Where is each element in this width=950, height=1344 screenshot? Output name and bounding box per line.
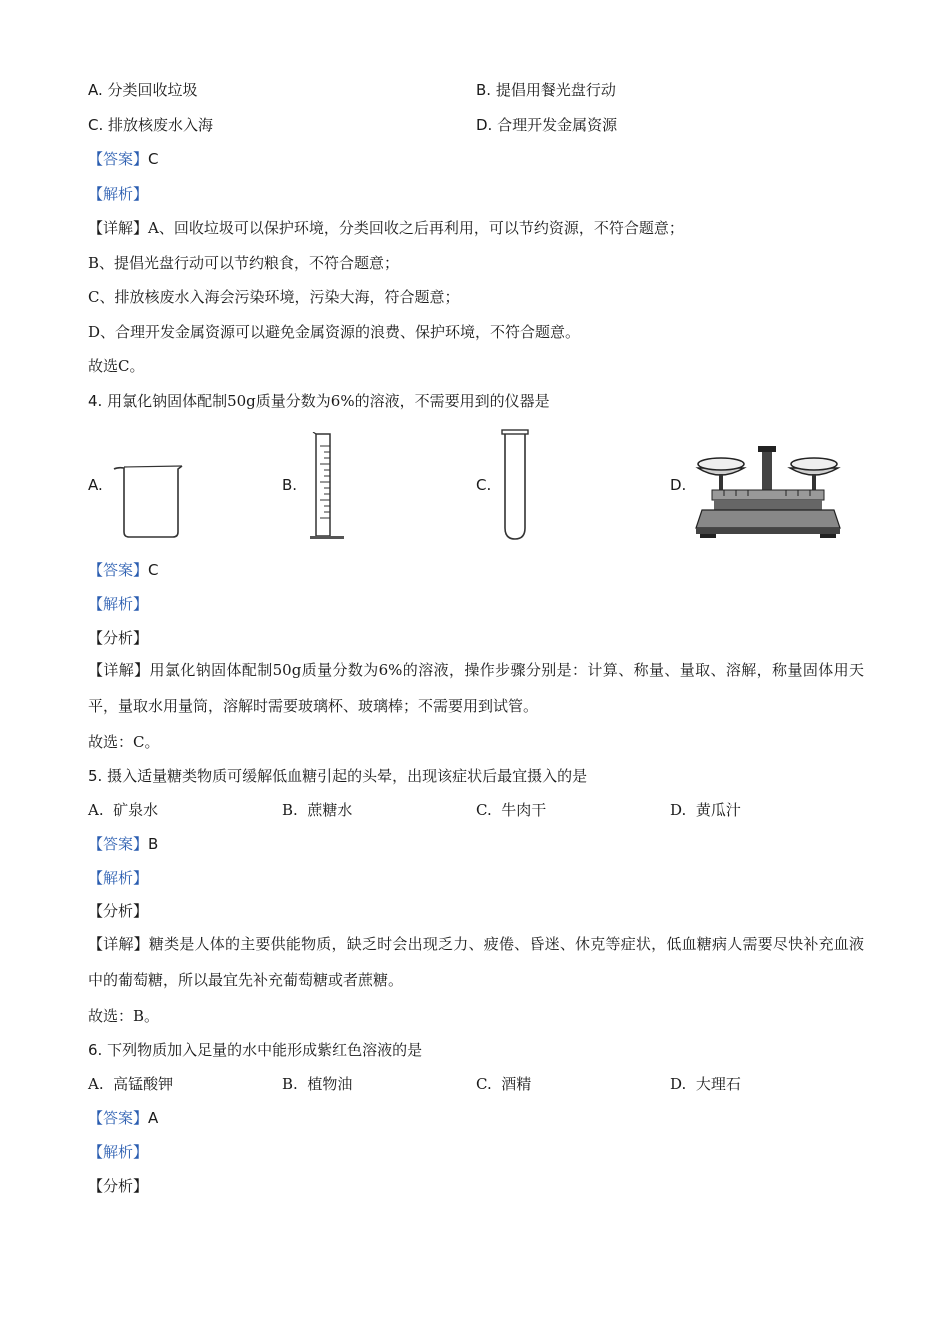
balance-scale-icon	[694, 442, 842, 538]
q3-detail-line-4: D、合理开发金属资源可以避免金属资源的浪费、保护环境，不符合题意。	[88, 323, 581, 341]
q6-option-a	[88, 1074, 173, 1094]
option-letter: C.	[476, 1075, 492, 1093]
option-text: 矿泉水	[113, 801, 159, 819]
option-text: 高锰酸钾	[113, 1075, 174, 1093]
q3-analysis-tag: 【解析】	[88, 185, 149, 203]
q4-option-c-label: C.	[476, 476, 492, 494]
option-text: 蔗糖水	[307, 801, 353, 819]
q6-stem	[88, 1040, 422, 1060]
option-text: 提倡用餐光盘行动	[495, 81, 616, 99]
detail-tag: 【详解】	[88, 935, 149, 953]
q5-stem	[88, 766, 587, 786]
detail-text: 糖类是人体的主要供能物质，缺乏时会出现乏力、疲倦、昏迷、休克等症状，低血糖病人需要尽快补充血液中的葡萄糖，所以最宜先补充葡萄糖或者蔗糖。	[88, 935, 864, 989]
q4-conclusion: 故选：C。	[88, 733, 160, 751]
q6-option-b	[282, 1074, 352, 1094]
q4-analysis-tag: 【解析】	[88, 595, 149, 613]
answer-value: B	[148, 835, 159, 853]
option-text: 大理石	[695, 1075, 741, 1093]
q6-option-d	[670, 1074, 741, 1094]
q3-detail-line-1	[88, 218, 684, 238]
answer-tag: 【答案】	[88, 835, 149, 853]
option-text: 分类回收垃圾	[107, 81, 198, 99]
q6-option-c	[476, 1074, 531, 1094]
answer-tag: 【答案】	[88, 561, 149, 579]
q4-option-d-label: D.	[670, 476, 687, 494]
q6-analyze-tag: 【分析】	[88, 1177, 149, 1195]
q5-option-d	[670, 800, 741, 820]
option-letter: C.	[88, 116, 104, 134]
detail-text: A、回收垃圾可以保护环境，分类回收之后再利用，可以节约资源，不符合题意；	[148, 219, 684, 237]
q3-conclusion: 故选C。	[88, 357, 145, 375]
test-tube-icon	[500, 428, 530, 542]
detail-tag: 【详解】	[88, 219, 149, 237]
option-letter: A.	[88, 81, 103, 99]
beaker-icon	[110, 462, 186, 540]
graduated-cylinder-icon	[306, 432, 350, 540]
answer-value: A	[148, 1109, 159, 1127]
option-letter: D.	[670, 801, 687, 819]
q5-option-b	[282, 800, 352, 820]
option-letter: B.	[476, 81, 492, 99]
q4-answer	[88, 560, 159, 580]
option-letter: B.	[282, 1075, 298, 1093]
q3-option-a	[88, 80, 198, 100]
detail-text: 用氯化钠固体配制50g质量分数为6%的溶液，操作步骤分别是：计算、称量、量取、溶解，称量固体用天平，量取水用量筒，溶解时需要玻璃杯、玻璃棒；不需要用到试管。	[88, 661, 864, 715]
q4-option-b-label: B.	[282, 476, 298, 494]
answer-value: C	[148, 561, 159, 579]
q3-option-d	[476, 115, 617, 135]
option-text: 合理开发金属资源	[497, 116, 618, 134]
option-letter: A.	[88, 1075, 104, 1093]
q3-detail-line-2: B、提倡光盘行动可以节约粮食，不符合题意；	[88, 254, 400, 272]
q5-option-c	[476, 800, 546, 820]
option-text: 植物油	[307, 1075, 353, 1093]
option-letter: D.	[476, 116, 493, 134]
q3-option-c	[88, 115, 213, 135]
q5-analysis-tag: 【解析】	[88, 869, 149, 887]
q4-stem	[88, 391, 550, 411]
q4-option-a-label: A.	[88, 476, 103, 494]
option-text: 酒精	[501, 1075, 532, 1093]
option-letter: B.	[282, 801, 298, 819]
q3-option-b	[476, 80, 616, 100]
q6-answer	[88, 1108, 158, 1128]
q5-detail	[88, 926, 864, 998]
q6-analysis-tag: 【解析】	[88, 1143, 149, 1161]
option-letter: D.	[670, 1075, 687, 1093]
q5-analyze-tag: 【分析】	[88, 902, 149, 920]
option-text: 排放核废水入海	[108, 116, 214, 134]
q3-answer	[88, 149, 159, 169]
option-text: 黄瓜汁	[695, 801, 741, 819]
question-text: 用氯化钠固体配制50g质量分数为6%的溶液，不需要用到的仪器是	[107, 392, 550, 410]
q4-detail	[88, 652, 864, 724]
q5-option-a	[88, 800, 158, 820]
question-number: 6.	[88, 1041, 103, 1059]
answer-value: C	[148, 150, 159, 168]
option-text: 牛肉干	[501, 801, 547, 819]
question-text: 摄入适量糖类物质可缓解低血糖引起的头晕，出现该症状后最宜摄入的是	[107, 767, 588, 785]
answer-tag: 【答案】	[88, 1109, 149, 1127]
question-number: 4.	[88, 392, 103, 410]
q5-answer	[88, 834, 158, 854]
q3-detail-line-3: C、排放核废水入海会污染环境，污染大海，符合题意；	[88, 288, 460, 306]
question-text: 下列物质加入足量的水中能形成紫红色溶液的是	[107, 1041, 423, 1059]
q5-conclusion: 故选：B。	[88, 1007, 160, 1025]
option-letter: C.	[476, 801, 492, 819]
question-number: 5.	[88, 767, 103, 785]
option-letter: A.	[88, 801, 104, 819]
detail-tag: 【详解】	[88, 661, 150, 679]
answer-tag: 【答案】	[88, 150, 149, 168]
q4-analyze-tag: 【分析】	[88, 629, 149, 647]
